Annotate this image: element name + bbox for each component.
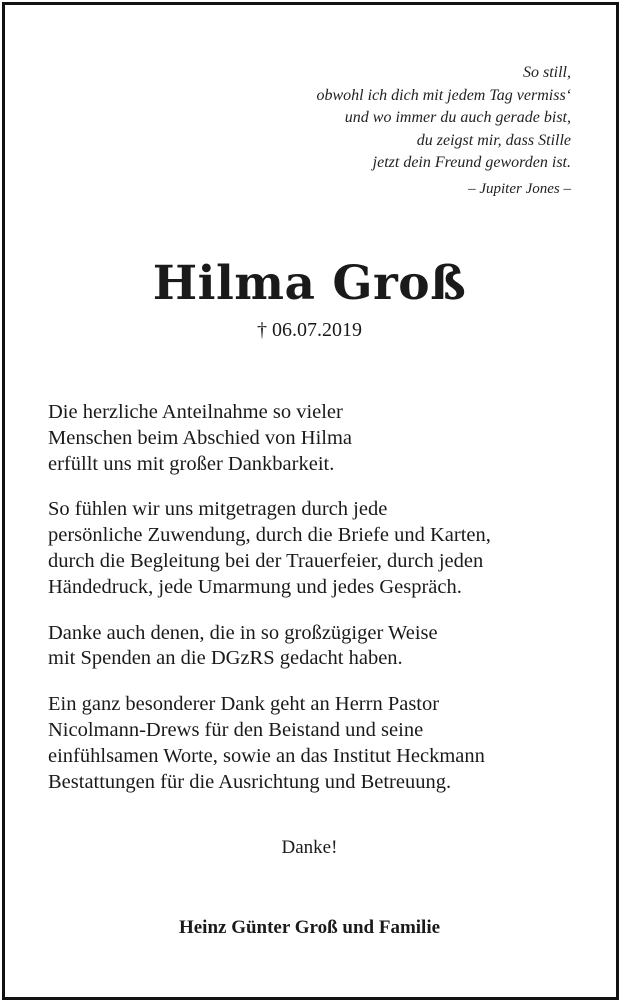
text-line: mit Spenden an die DGzRS gedacht haben. xyxy=(48,647,403,670)
poem-line: du zeigst mir, dass Stille xyxy=(416,131,571,149)
paragraph xyxy=(48,497,588,600)
paragraph xyxy=(48,621,588,673)
poem-line: und wo immer du auch gerade bist, xyxy=(344,109,571,127)
text-line: Bestattungen für die Ausrichtung und Betreuung. xyxy=(48,770,452,793)
poem-line: jetzt dein Freund geworden ist. xyxy=(372,154,571,172)
text-line: erfüllt uns mit großer Dankbarkeit. xyxy=(48,452,335,475)
text-line: Danke auch denen, die in so großzügiger Weise xyxy=(48,621,438,644)
text-line: Die herzliche Anteilnahme so vieler xyxy=(48,401,343,423)
text-line: einfühlsamen Worte, sowie an das Institut Heckmann xyxy=(48,744,485,767)
family-signature: Heinz Günter Groß und Familie xyxy=(178,917,441,938)
text-line: Nicolmann-Drews für den Beistand und seine xyxy=(48,718,424,741)
text-line: persönliche Zuwendung, durch die Briefe und Karten, xyxy=(48,524,491,547)
poem-quote xyxy=(317,62,572,201)
text-line: durch die Begleitung bei der Trauerfeier, durch jeden xyxy=(48,549,484,572)
closing-thanks: Danke! xyxy=(281,837,338,858)
text-line: Ein ganz besonderer Dank geht an Herrn Pastor xyxy=(48,693,440,716)
text-line: Menschen beim Abschied von Hilma xyxy=(48,426,353,449)
poem-line: obwohl ich dich mit jedem Tag vermiss‘ xyxy=(316,86,571,104)
paragraph xyxy=(48,692,588,795)
deceased-name: Hilma Groß xyxy=(152,256,467,311)
paragraph xyxy=(48,400,588,477)
poem-line: So still, xyxy=(522,64,571,81)
text-line: Händedruck, jede Umarmung und jedes Gespräch. xyxy=(48,575,462,598)
death-date: † 06.07.2019 xyxy=(257,319,362,341)
poem-attribution: – Jupiter Jones – xyxy=(468,180,571,197)
thank-you-text xyxy=(48,400,588,815)
text-line: So fühlen wir uns mitgetragen durch jede xyxy=(48,498,388,521)
